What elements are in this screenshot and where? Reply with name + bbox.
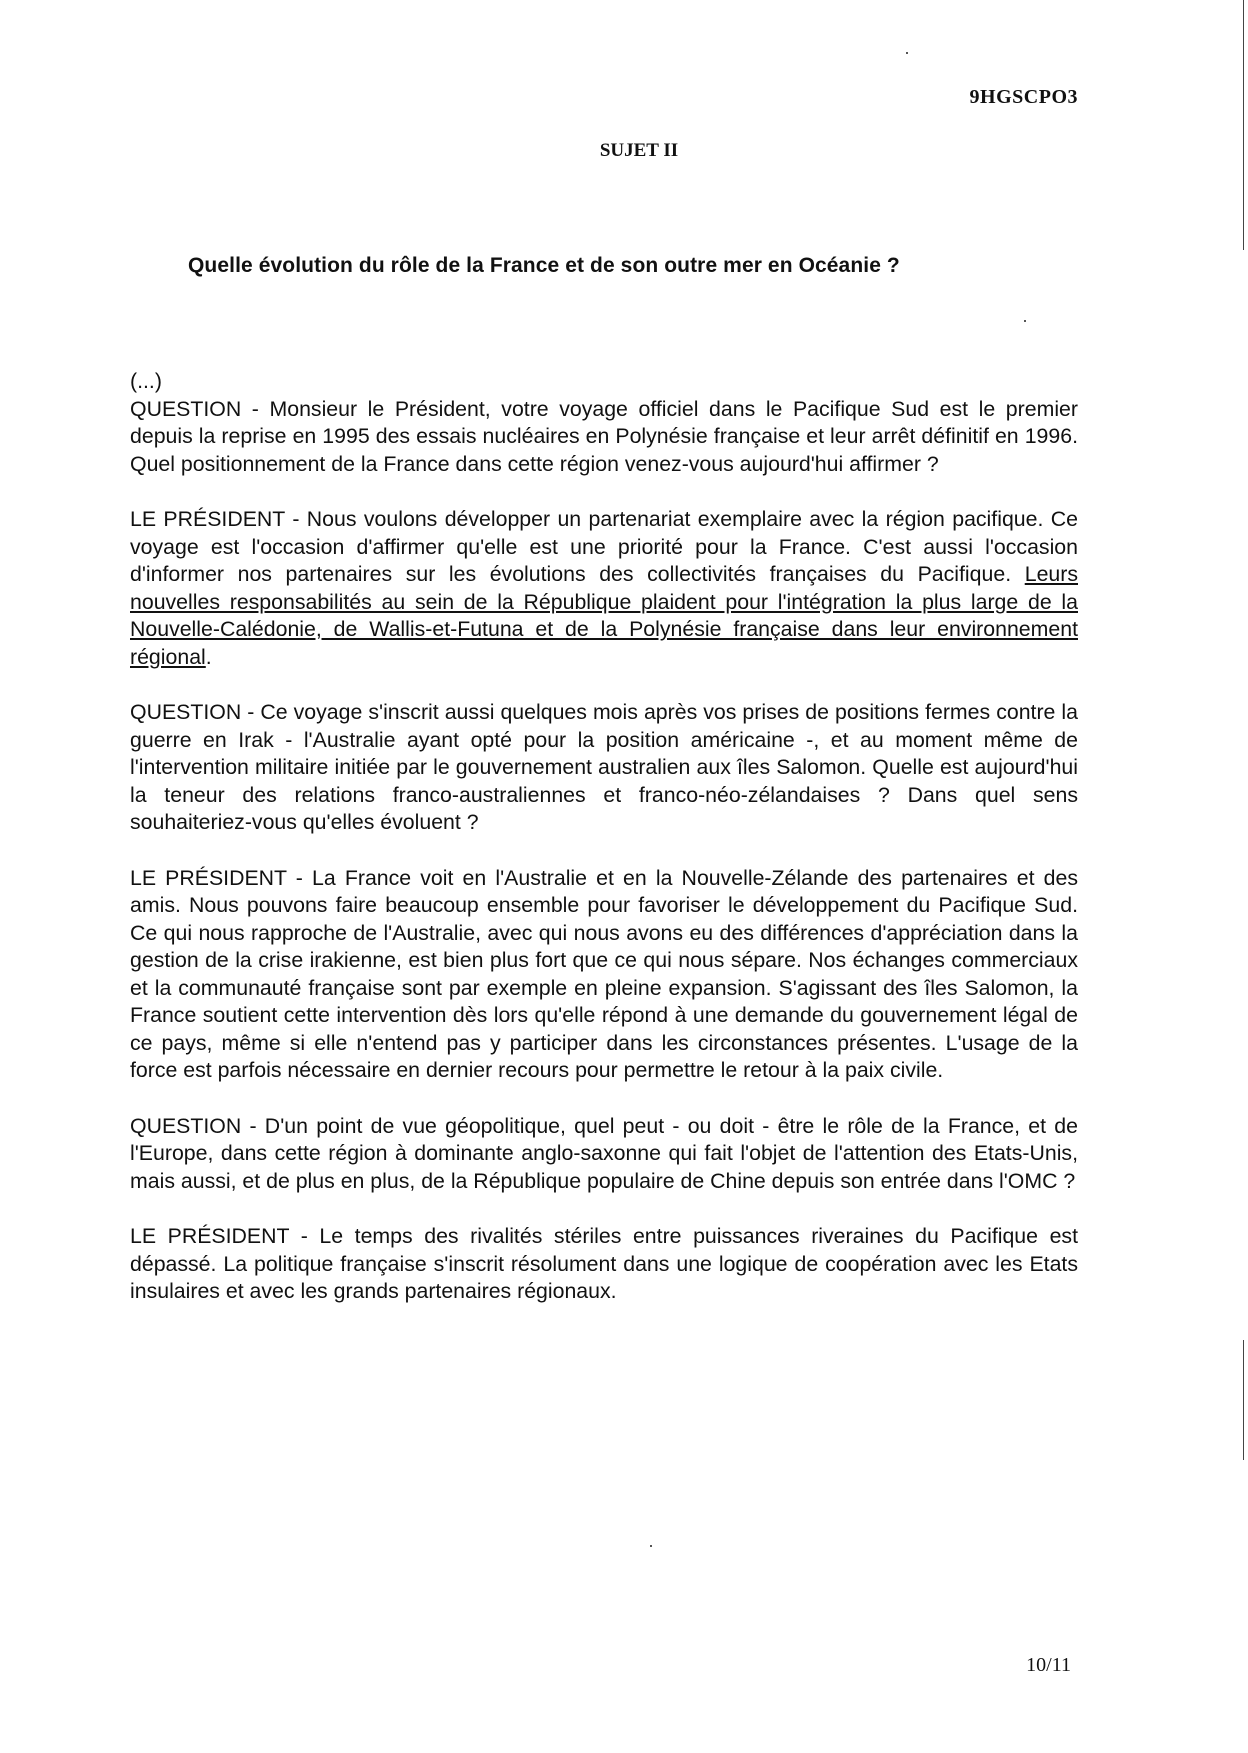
page-number: 10/11 [1026, 1654, 1071, 1676]
paragraph-answer-3: LE PRÉSIDENT - Le temps des rivalités stériles entre puissances riveraines du Pacifique est dépassé. La politique française s'inscrit résolument dans une logique de coopération avec les Etats insulaires et avec les grands partenaires régionaux. [130, 1224, 1078, 1303]
scan-speck [906, 52, 908, 54]
paragraph-question-2: QUESTION - Ce voyage s'inscrit aussi quelques mois après vos prises de positions fermes contre la guerre en Irak - l'Australie ayant opté pour la position américaine -, et au moment même de l'intervention militaire initiée par le gouvernement australien aux îles Salomon. Quelle est aujourd'hui la teneur des relations franco-australiennes et franco-néo-zélandaises ? Dans quel sens souhaiteriez-vous qu'elles évoluent ? [130, 700, 1078, 834]
answer-1-end: . [205, 644, 212, 669]
subject-heading: SUJET II [599, 140, 679, 161]
scan-speck [650, 1545, 652, 1547]
paragraph-question-1: QUESTION - Monsieur le Président, votre voyage officiel dans le Pacifique Sud est le premier depuis la reprise en 1995 des essais nucléaires en Polynésie française et leur arrêt définitif en 1996. Quel positionnement de la France dans cette région venez-vous aujourd'hui affirmer ? [130, 396, 1078, 476]
document-title: Quelle évolution du rôle de la France et de son outre mer en Océanie ? [188, 254, 900, 277]
document-code: 9HGSCPO3 [969, 86, 1078, 108]
ellipsis-marker: (...) [130, 369, 162, 393]
interview-body [130, 368, 1078, 1334]
scan-speck [1024, 320, 1026, 322]
paragraph-answer-2: LE PRÉSIDENT - La France voit en l'Australie et en la Nouvelle-Zélande des partenaires et des amis. Nous pouvons faire beaucoup ensemble pour favoriser le développement du Pacifique Sud. Ce qui nous rapproche de l'Australie, avec qui nous avons eu des différences d'appréciation dans la gestion de la crise irakienne, est bien plus fort que ce qui nous sépare. Nos échanges commerciaux et la communauté française sont par exemple en pleine expansion. S'agissant des îles Salomon, la France soutient cette intervention dès lors qu'elle répond à une demande du gouvernement légal de ce pays, même si elle n'entend pas y participer dans les circonstances présentes. L'usage de la force est parfois nécessaire en dernier recours pour permettre le retour à la paix civile. [130, 865, 1078, 1082]
scan-margin-line [1243, 0, 1244, 250]
paragraph-question-3: QUESTION - D'un point de vue géopolitique, quel peut - ou doit - être le rôle de la France, et de l'Europe, dans cette région à dominante anglo-saxonne qui fait l'objet de l'attention des Etats-Unis, mais aussi, et de plus en plus, de la République populaire de Chine depuis son entrée dans l'OMC ? [130, 1113, 1078, 1193]
answer-1-text: LE PRÉSIDENT - Nous voulons développer un partenariat exemplaire avec la région pacifique. Ce voyage est l'occasion d'affirmer qu'elle est une priorité pour la France. C'est aussi l'occasion d'informer nos partenaires sur les évolutions des collectivités françaises du Pacifique. [130, 507, 1078, 586]
scan-margin-line [1243, 1340, 1244, 1460]
paragraph-answer-1 [130, 506, 1078, 671]
answer-1-underlined-text: Leurs nouvelles responsabilités au sein de la République plaident pour l'intégration la plus large de la Nouvelle-Calédonie, de Wallis-et-Futuna et de la Polynésie française dans leur environnement régional [130, 562, 1078, 669]
